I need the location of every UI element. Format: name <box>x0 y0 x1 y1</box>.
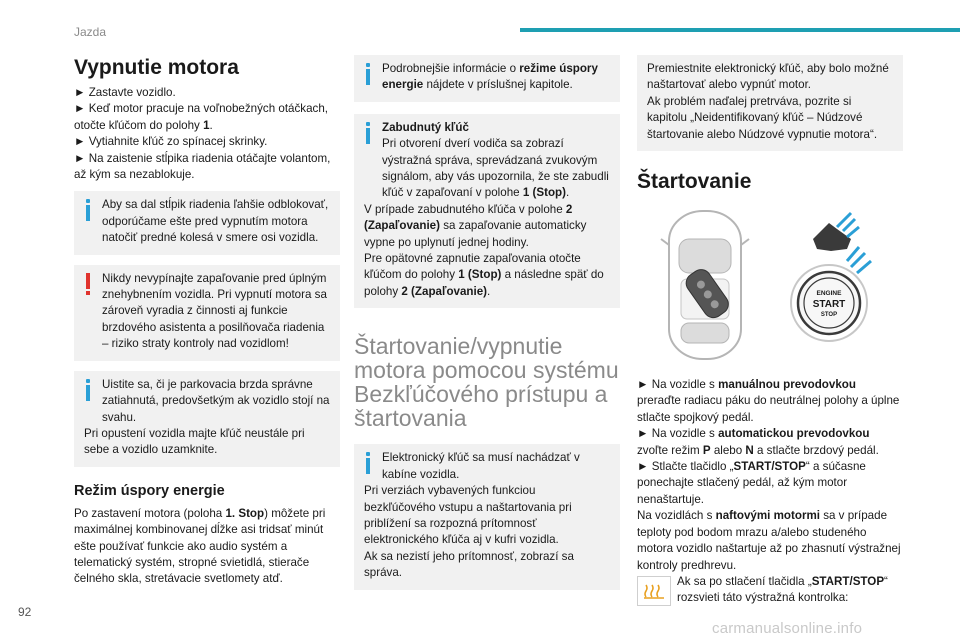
column-1 <box>74 55 340 588</box>
section-title-starting: Štartovanie <box>637 170 752 194</box>
section-title-keyless: Štartovanie/vypnutie motora pomocou systému Bezkľúčového prístupu a štartovania <box>354 333 619 432</box>
info-note-energy-mode: Podrobnejšie informácie o režime úspory energie nájdete v príslušnej kapitole. <box>354 55 620 102</box>
info-note-steering: Aby sa dal stĺpik riadenia ľahšie odblokovať, odporúčame ešte pred vypnutím motora natočiť predné kolesá v smere osi vozidla. <box>74 191 340 254</box>
svg-text:STOP: STOP <box>820 312 838 319</box>
page-number: 92 <box>18 605 32 619</box>
keyless-start-illustration <box>637 199 903 367</box>
warning-icon <box>84 273 92 297</box>
start-step-automatic: ► Na vozidle s automatickou prevodovkou zvoľte režim P alebo N a stlačte brzdový pedál. <box>637 427 879 457</box>
column-3 <box>637 55 903 607</box>
energy-saving-text: Po zastavení motora (poloha 1. Stop) môžete pri maximálnej kombinovanej dĺžke asi tridsať minút ešte používať funkcie ako audio systém a telematický systém, stropné svietidlá, stierače čelného skla, stretávacie svetlomety atď. <box>74 506 326 586</box>
step-remove-key: ► Vytiahnite kľúč zo spínacej skrinky. <box>74 135 268 149</box>
column-2 <box>354 55 620 590</box>
info-icon <box>84 379 92 403</box>
start-diesel-note: Na vozidlách s naftovými motormi sa v prípade teploty pod bodom mrazu a/alebo studeného motora vozidlo naštartuje až po zhasnutí výstražnej kontroly predhrevu. <box>637 509 901 572</box>
watermark: carmanualsonline.info <box>712 620 863 637</box>
info-icon <box>364 452 372 476</box>
info-note-forgotten-key: Zabudnutý kľúč Pri otvorení dverí vodiča sa zobrazí výstražná správa, sprevádzaná zvukovým signálom, aby vás upozornila, že ste zabudli kľúč v zapaľovaní v polohe 1 (Stop). V prípade zabudnutého kľúča v polohe 2 (Zapaľovanie) sa zapaľovanie automaticky vypne po uplynutí jednej hodiny. Pre opätovné zapnutie zapaľovania otočte kľúčom do polohy 1 (Stop) a následne späť do polohy 2 (Zapaľovanie). <box>354 114 620 308</box>
hand-press-icon <box>813 213 859 251</box>
start-step-manual: ► Na vozidle s manuálnou prevodovkou preraďte radiacu páku do neutrálnej polohy a úplne stlačte spojkový pedál. <box>637 378 900 424</box>
start-step-press-button: ► Stlačte tlačidlo „START/STOP“ a súčasne ponechajte stlačený pedál, až kým motor nenaštartuje. <box>637 460 866 506</box>
warning-note-ignition: Nikdy nevypínajte zapaľovanie pred úplným znehybnením vozidla. Pri vypnutí motora sa zároveň vyradia z činnosti aj funkcie brzdového asistenta a posilňovača riadenia – riziko straty kontroly nad vozidlom! <box>74 265 340 361</box>
step-stop-vehicle: ► Zastavte vozidlo. <box>74 86 176 99</box>
svg-text:START: START <box>812 299 846 311</box>
info-note-parking-brake: Uistite sa, či je parkovacia brzda správne zatiahnutá, predovšetkým ak vozidlo stojí na svahu. Pri opustení vozidla majte kľúč neustále pri sebe a vozidlo uzamknite. <box>74 371 340 467</box>
info-icon <box>364 63 372 87</box>
header-accent-bar <box>520 28 960 32</box>
subtitle-energy-saving: Režim úspory energie <box>74 482 225 499</box>
step-turn-key: ► Keď motor pracuje na voľnobežných otáčkach, otočte kľúčom do polohy 1. <box>74 102 328 132</box>
glow-plug-warning-icon <box>637 576 671 606</box>
car-key-start-button-illustration <box>637 199 903 367</box>
info-icon <box>364 122 372 146</box>
info-box-key-missing: Premiestnite elektronický kľúč, aby bolo možné naštartovať alebo vypnúť motor. Ak problém naďalej pretrváva, pozrite si kapitolu „Neidentifikovaný kľúč – Núdzové štartovanie alebo Núdzové vypnutie motora“. <box>637 55 903 151</box>
info-icon <box>84 199 92 223</box>
svg-text:ENGINE: ENGINE <box>816 290 842 298</box>
glow-plug-warning-row: Ak sa po stlačení tlačidla „START/STOP“ rozsvieti táto výstražná kontrolka: <box>637 574 903 607</box>
section-header: Jazda <box>74 25 107 39</box>
info-note-electronic-key: Elektronický kľúč sa musí nachádzať v kabíne vozidla. Pri verziách vybavených funkciou bezkľúčového vstupu a naštartovania pri priblížení sa rozpozná prítomnosť elektronického kľúča aj v kufri vozidla. Ak sa nezistí jeho prítomnosť, zobrazí sa správa. <box>354 444 620 589</box>
start-stop-button-icon <box>791 247 871 341</box>
section-title-engine-off: Vypnutie motora <box>74 56 239 79</box>
step-lock-steering: ► Na zaistenie stĺpika riadenia otáčajte volantom, až kým sa nezablokuje. <box>74 151 331 182</box>
